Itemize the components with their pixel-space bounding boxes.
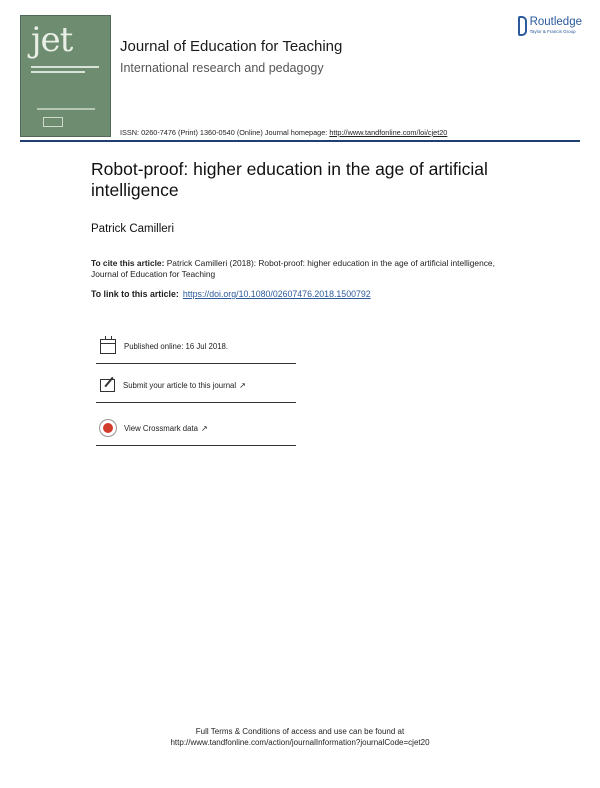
published-date: Published online: 16 Jul 2018.: [124, 341, 229, 351]
citation-text: Patrick Camilleri (2018): Robot-proof: higher education in the age of artificial intelligence, Journal of Education for Teaching: [91, 258, 495, 279]
cover-logo: jet: [31, 20, 73, 60]
journal-homepage-link[interactable]: http://www.tandfonline.com/loi/cjet20: [329, 128, 448, 137]
terms-text: Full Terms & Conditions of access and use can be found at: [195, 727, 405, 736]
citation-block: [91, 258, 516, 280]
external-link-icon: ↗: [239, 380, 246, 390]
submit-article-row[interactable]: [96, 368, 296, 403]
external-link-icon: ↗: [200, 423, 208, 433]
cover-subtitle-lines: [31, 66, 99, 76]
publisher-name: Routledge: [529, 16, 582, 28]
publisher-logo: [518, 16, 582, 36]
cover-publisher-mark: [43, 117, 63, 127]
header-divider: [20, 140, 580, 142]
terms-link[interactable]: http://www.tandfonline.com/action/journalInformation?journalCode=cjet20: [170, 738, 430, 747]
terms-footer: [0, 726, 600, 748]
article-link-line: [91, 289, 371, 299]
article-author: Patrick Camilleri: [91, 223, 175, 235]
published-row: [96, 329, 296, 364]
journal-cover-image: [20, 15, 111, 137]
journal-title: Journal of Education for Teaching: [120, 38, 343, 55]
journal-subtitle: International research and pedagogy: [120, 61, 324, 75]
issn-text: ISSN: 0260-7476 (Print) 1360-0540 (Online) Journal homepage:: [120, 128, 330, 137]
doi-link[interactable]: https://doi.org/10.1080/02607476.2018.1500792: [182, 289, 371, 299]
crossmark-link[interactable]: View Crossmark data: [124, 423, 198, 433]
calendar-icon: [100, 339, 116, 354]
routledge-logo-icon: [518, 16, 527, 36]
pencil-icon: [100, 379, 115, 392]
article-title: Robot-proof: higher education in the age of artificial intelligence: [91, 159, 488, 200]
cover-volume-line: [37, 108, 95, 110]
citation-label: To cite this article:: [91, 258, 165, 268]
publisher-tagline: Taylor & Francis Group: [529, 29, 576, 34]
submit-article-link[interactable]: Submit your article to this journal: [123, 380, 237, 390]
issn-line: [120, 128, 447, 137]
article-link-label: To link to this article:: [91, 289, 179, 299]
crossmark-row[interactable]: [96, 411, 296, 446]
crossmark-icon: [100, 420, 116, 436]
